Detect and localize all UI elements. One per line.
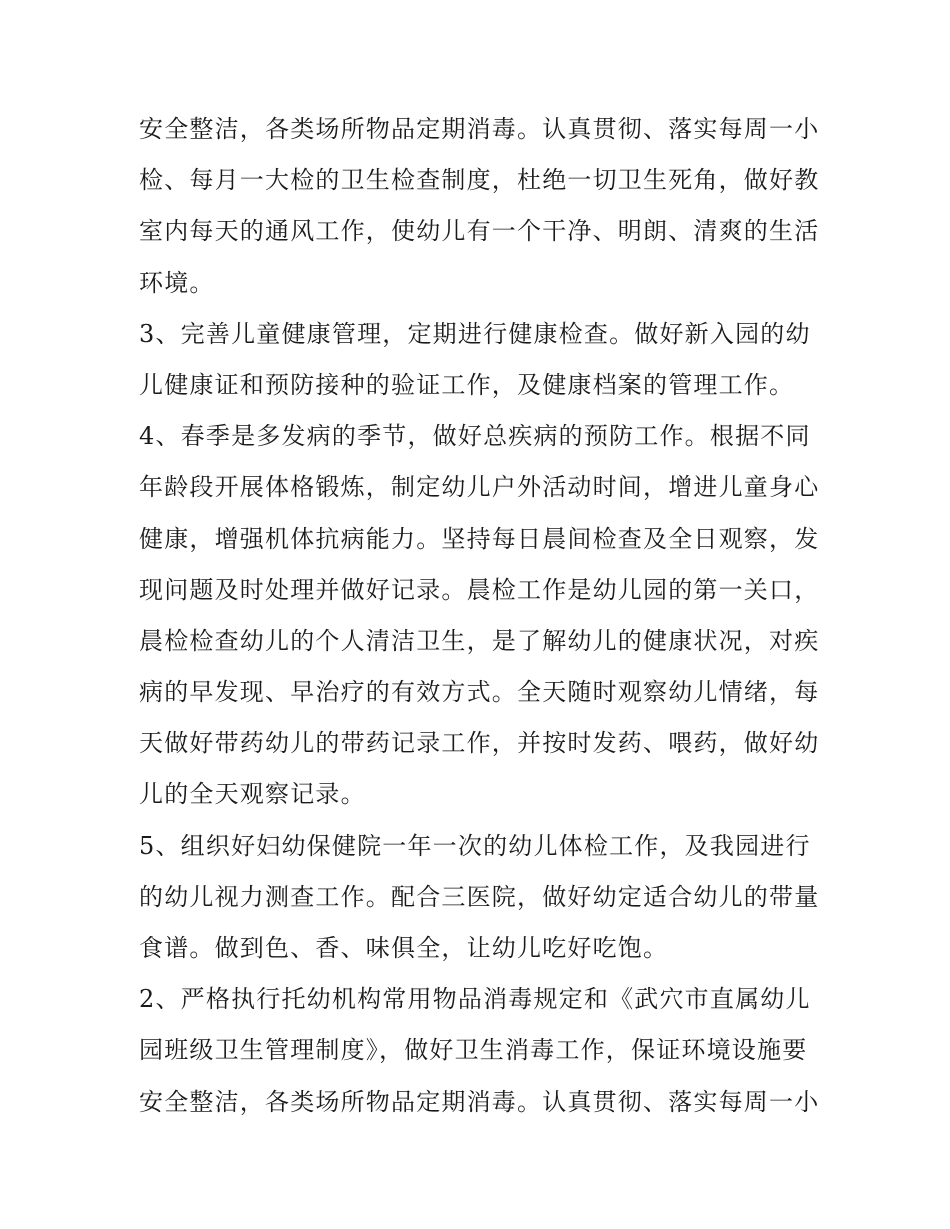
text-line: 室内每天的通风工作，使幼儿有一个干净、明朗、清爽的生活 — [139, 217, 820, 246]
text-line: 安全整洁，各类场所物品定期消毒。认真贯彻、落实每周一小 — [139, 115, 820, 143]
text-line: 环境。 — [139, 268, 215, 297]
text-line: 现问题及时处理并做好记录。晨检工作是幼儿园的第一关口， — [139, 575, 820, 604]
text-line: 食谱。做到色、香、味俱全，让幼儿吃好吃饱。 — [139, 934, 669, 962]
text-line: 3、完善儿童健康管理，定期进行健康检查。做好新入园的幼 — [139, 319, 811, 348]
document-body — [139, 104, 819, 1128]
text-line: 4、春季是多发病的季节，做好总疾病的预防工作。根据不同 — [139, 422, 811, 451]
text-line: 儿的全天观察记录。 — [139, 780, 366, 809]
text-line: 的幼儿视力测查工作。配合三医院，做好幼定适合幼儿的带量 — [139, 882, 820, 911]
text-line: 检、每月一大检的卫生检查制度，杜绝一切卫生死角，做好教 — [139, 166, 820, 195]
text-line: 儿健康证和预防接种的验证工作，及健康档案的管理工作。 — [139, 370, 795, 399]
text-line: 病的早发现、早治疗的有效方式。全天随时观察幼儿情绪，每 — [139, 678, 820, 707]
text-line: 园班级卫生管理制度》，做好卫生消毒工作，保证环境设施要 — [139, 1036, 808, 1065]
text-line: 晨检检查幼儿的个人清洁卫生，是了解幼儿的健康状况，对疾 — [139, 626, 820, 655]
text-line: 年龄段开展体格锻炼，制定幼儿户外活动时间，增进儿童身心 — [139, 473, 820, 502]
text-line: 天做好带药幼儿的带药记录工作，并按时发药、喂药，做好幼 — [139, 729, 820, 758]
text-line: 5、组织好妇幼保健院一年一次的幼儿体检工作，及我园进行 — [139, 831, 811, 860]
text-line: 2、严格执行托幼机构常用物品消毒规定和《武穴市直属幼儿 — [139, 985, 811, 1014]
text-line: 安全整洁，各类场所物品定期消毒。认真贯彻、落实每周一小 — [139, 1087, 820, 1116]
text-line: 健康，增强机体抗病能力。坚持每日晨间检查及全日观察，发 — [139, 524, 820, 553]
